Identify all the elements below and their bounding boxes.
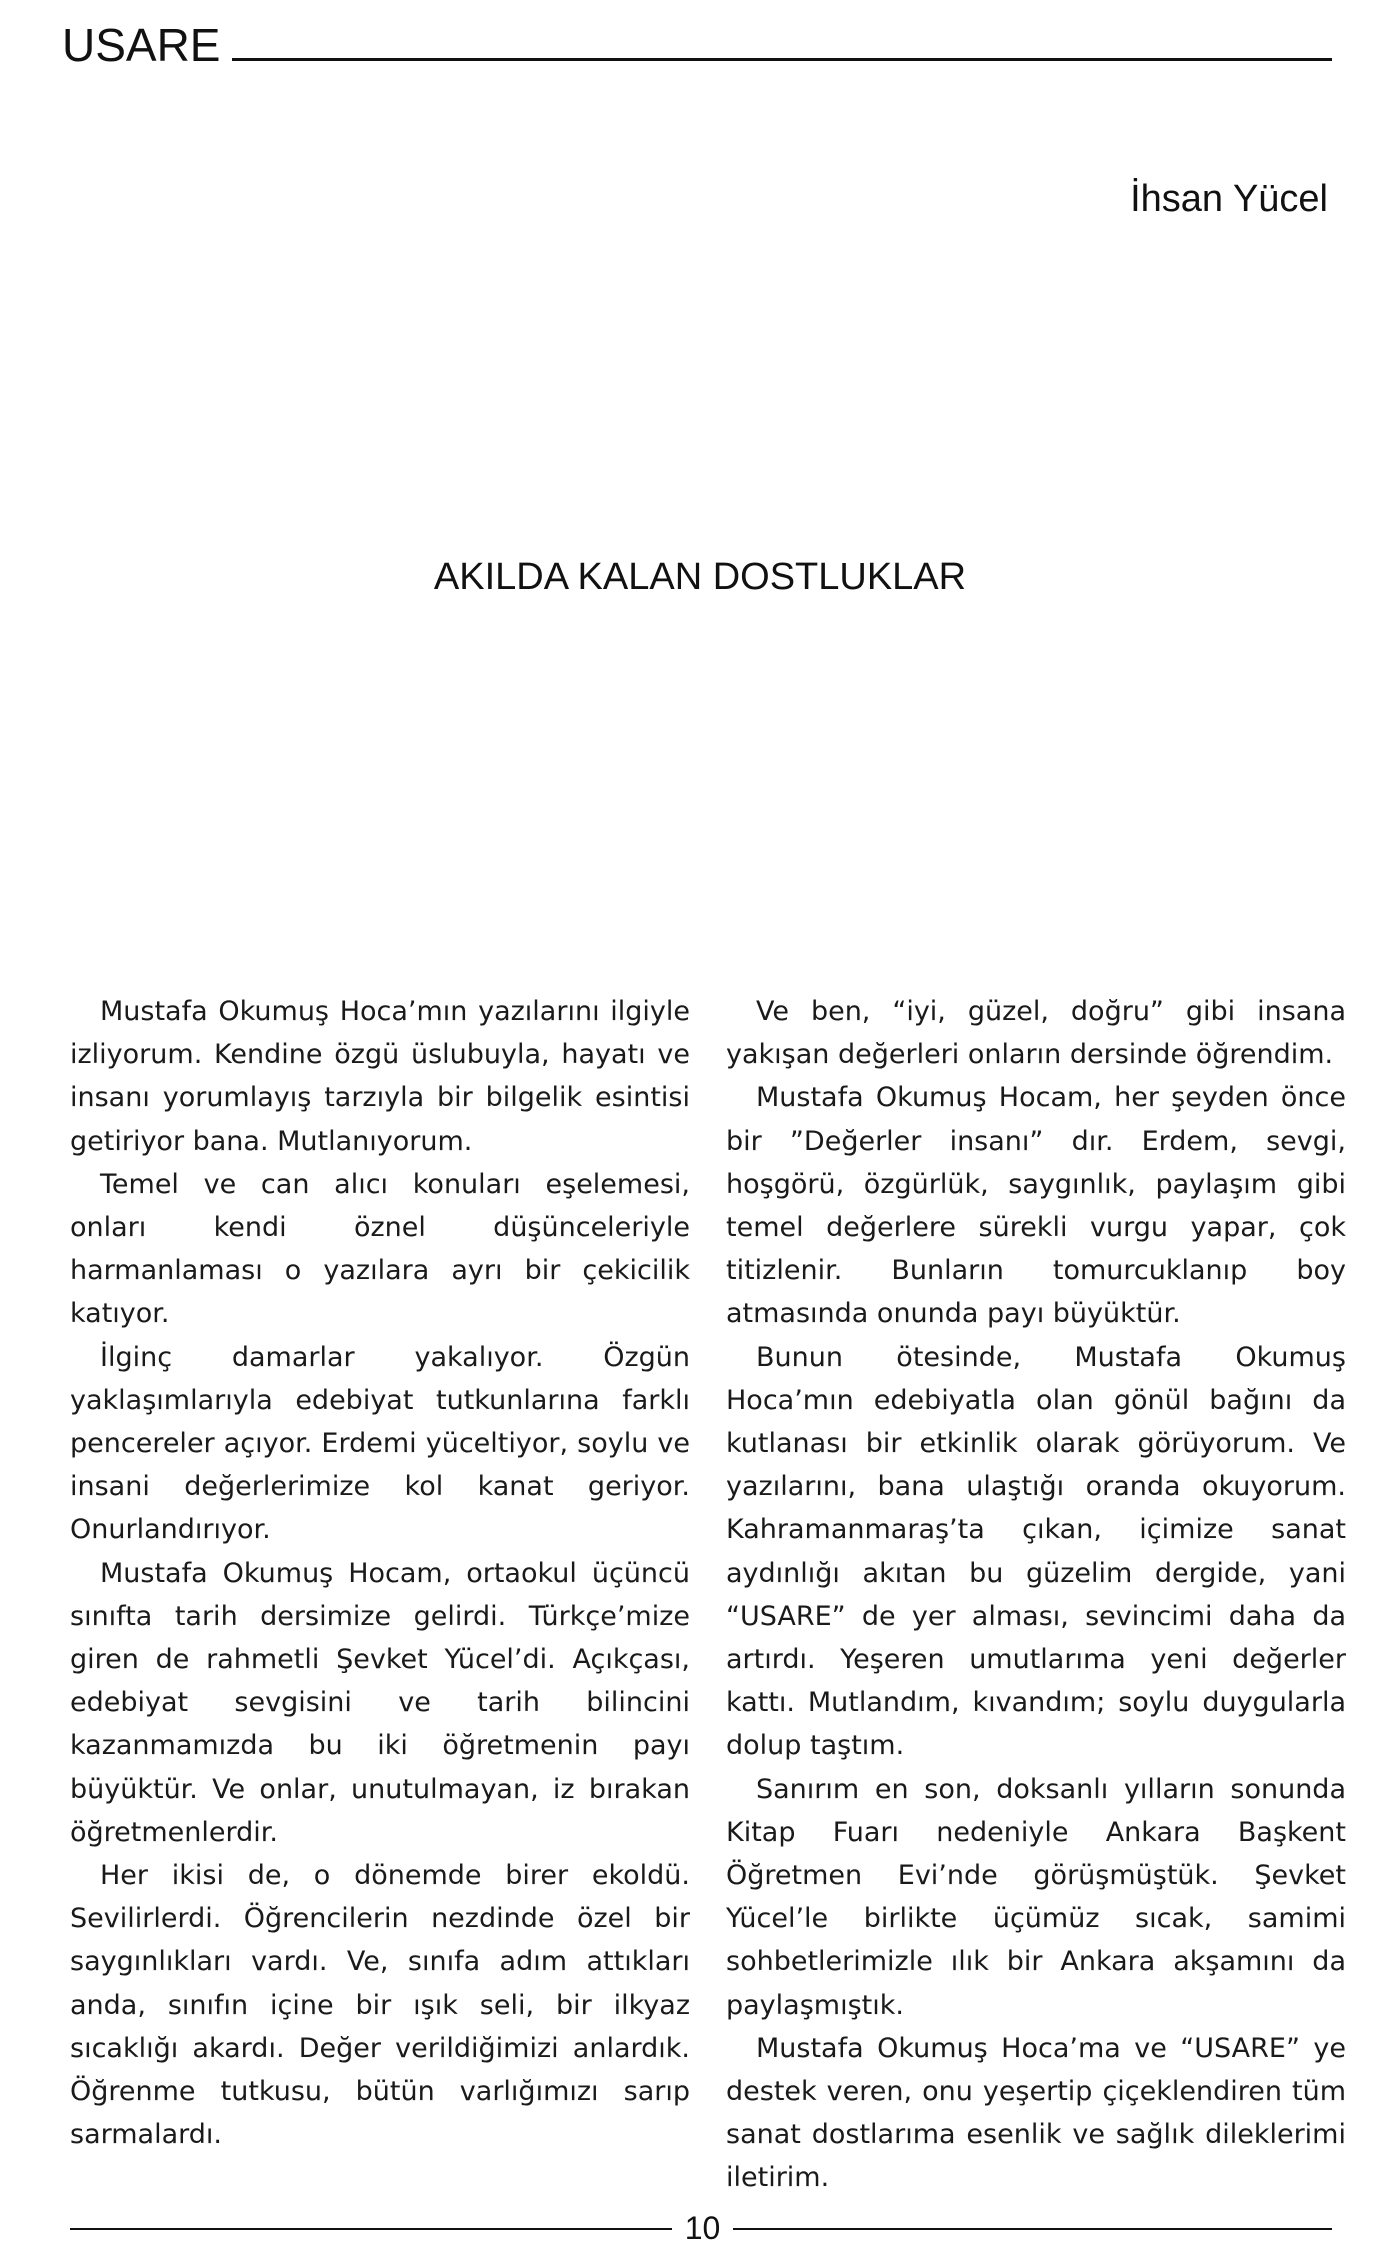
article-title: AKILDA KALAN DOSTLUKLAR xyxy=(433,556,967,598)
paragraph: Bunun ötesinde, Mustafa Okumuş Hoca’mın edebiyatla olan gönül bağını da kutlanası bir etkinlik olarak görüyorum. Ve yazılarını, bana ulaştığı oranda okuyorum. Kahramanmaraş’ta çıkan, içimize sanat aydınlığı akıtan bu güzelim dergide, yani “USARE” de yer alması, sevincimi daha da artırdı. Yeşeren umutlarıma yeni değerler kattı. Mutlandım, kıvandım; soylu duygularla dolup taştım. xyxy=(726,1341,1346,1762)
author-name: İhsan Yücel xyxy=(1130,178,1328,220)
paragraph: Mustafa Okumuş Hoca’mın yazılarını ilgiyle izliyorum. Kendine özgü üslubuyla, hayatı ve insanı yorumlayış tarzıyla bir bilgelik esintisi getiriyor bana. Mutlanıyorum. xyxy=(70,996,690,1157)
right-column xyxy=(726,990,1346,2200)
footer-rule-right xyxy=(733,2228,1332,2230)
paragraph: Mustafa Okumuş Hocam, her şeyden önce bir ”Değerler insanı” dır. Erdem, sevgi, hoşgörü, özgürlük, saygınlık, paylaşım gibi temel değerlere sürekli vurgu yapar, çok titizlenir. Bunların tomurcuklanıp boy atmasında onunda payı büyüktür. xyxy=(726,1082,1346,1330)
paragraph: Sanırım en son, doksanlı yılların sonunda Kitap Fuarı nedeniyle Ankara Başkent Öğretmen Evi’nde görüşmüştük. Şevket Yücel’le birlikte üçümüz sıcak, samimi sohbetlerimizle ılık bir Ankara akşamını da paylaşmıştık. xyxy=(726,1773,1346,2021)
page-number: 10 xyxy=(684,2210,721,2246)
paragraph: Mustafa Okumuş Hocam, ortaokul üçüncü sınıfta tarih dersimize gelirdi. Türkçe’mize giren de rahmetli Şevket Yücel’di. Açıkçası, edebiyat sevgisini ve tarih bilincini kazanmamızda bu iki öğretmenin payı büyüktür. Ve onlar, unutulmayan, iz bırakan öğretmenlerdir. xyxy=(70,1557,690,1848)
paragraph: Mustafa Okumuş Hoca’ma ve “USARE” ye destek veren, onu yeşertip çiçeklendiren tüm sanat dostlarıma esenlik ve sağlık dileklerimi iletirim. xyxy=(726,2032,1346,2194)
paragraph: Her ikisi de, o dönemde birer ekoldü. Sevilirlerdi. Öğrencilerin nezdinde özel bir saygınlıkları vardı. Ve, sınıfa adım attıkları anda, sınıfın içine bir ışık seli, bir ilkyaz sıcaklığı akardı. Değer verildiğimizi anlardık. Öğrenme tutkusu, bütün varlığımızı sarıp sarmalardı. xyxy=(70,1860,690,2151)
left-column xyxy=(70,990,690,2156)
header-rule xyxy=(232,58,1332,61)
paragraph: İlginç damarlar yakalıyor. Özgün yaklaşımlarıyla edebiyat tutkunlarına farklı pencereler açıyor. Erdemi yüceltiyor, soylu ve insani değerlerimize kol kanat geriyor. Onurlandırıyor. xyxy=(70,1341,690,1546)
journal-title: USARE xyxy=(62,19,221,71)
footer-rule-left xyxy=(70,2228,672,2230)
paragraph: Temel ve can alıcı konuları eşelemesi, onları kendi öznel düşünceleriyle harmanlaması o yazılara ayrı bir çekicilik katıyor. xyxy=(70,1168,690,1330)
paragraph: Ve ben, “iyi, güzel, doğru” gibi insana yakışan değerleri onların dersinde öğrendim. xyxy=(726,996,1346,1071)
